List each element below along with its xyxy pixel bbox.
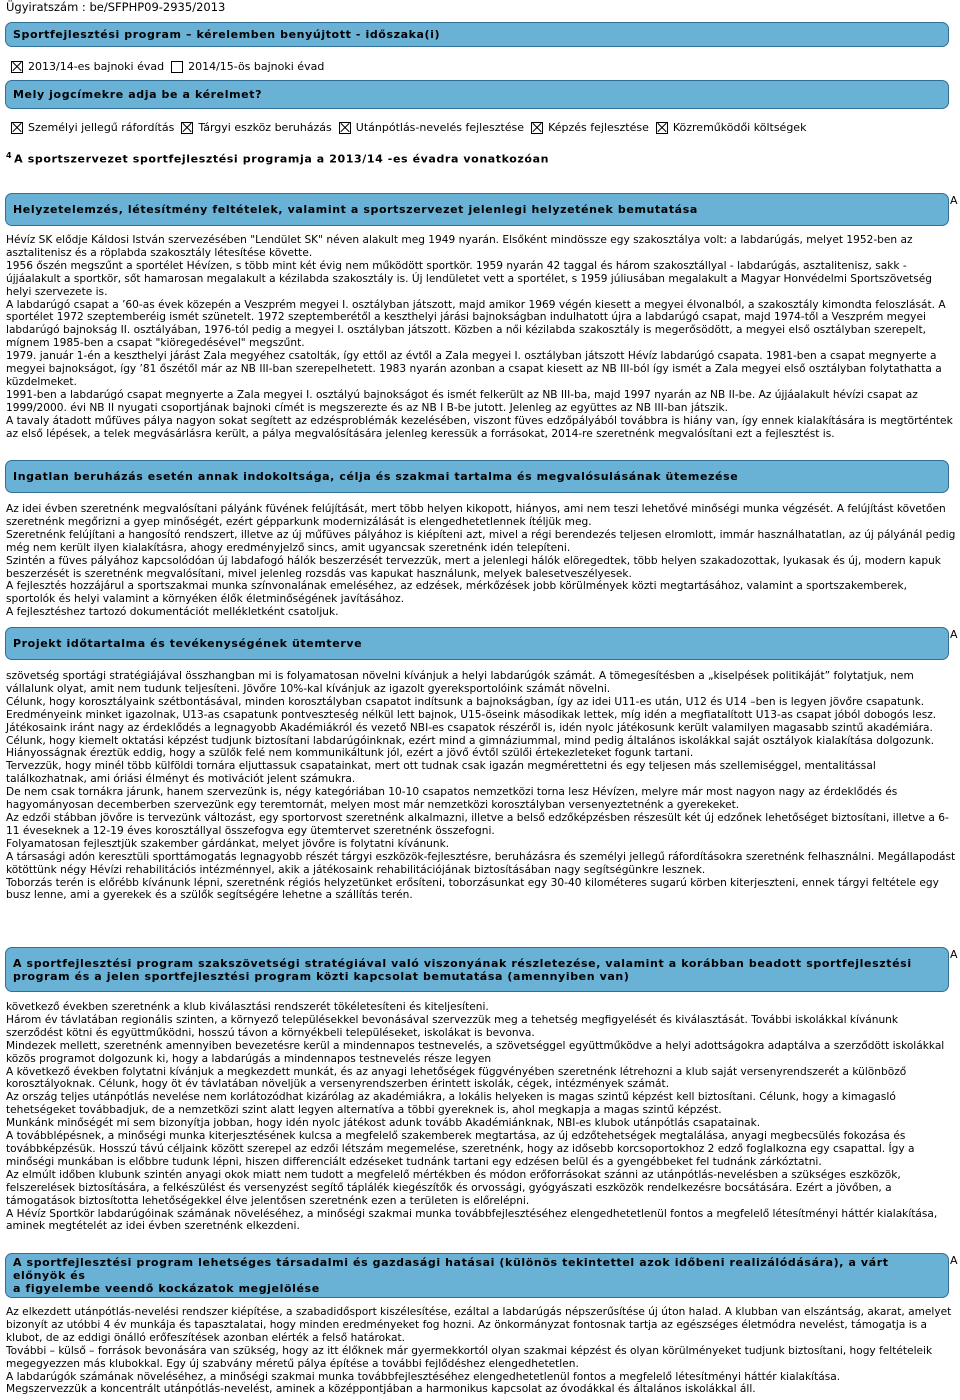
jogcim-section-title: Mely jogcímekre adja be a kérelmet?	[13, 88, 263, 101]
paragraph: Tervezzük, hogy minél több külföldi tornára eljuttassuk csapatainkat, mert ott tudnak csak igazán megmérettetni és egy teljesen más szellemiséggel, mentalitással találkozhatnak, ami óriási élményt és motivációt jelent számukra.	[6, 760, 876, 786]
ingatlan-section-header	[5, 460, 949, 493]
side-mark: A	[950, 948, 958, 961]
jogcim-label-utanpotlas: Utánpótlás-nevelés fejlesztése	[355, 121, 525, 134]
season-label-2014-15: 2014/15-ös bajnoki évad	[188, 60, 325, 73]
projekt-text	[6, 670, 956, 902]
paragraph: A fejlesztéshez tartozó dokumentációt mellékletként csatoljuk.	[6, 606, 339, 619]
jogcim-checkbox-kepzes[interactable]	[531, 122, 543, 134]
paragraph: szövetség sportági stratégiájával összhangban mi is folyamatosan növelni kívánjuk a helyi labdarúgók számát. A tömegesítésben a „kiselpések politikáját” folytatjuk, nem vállalunk olyat, amit nem tudunk teljesíteni. Jövőre 10%-kal kívánjuk az igazolt gyereksportolóink számát növelni.	[6, 670, 914, 695]
paragraph: következő években szeretnénk a klub kiválasztási rendszerét tökéletesíteni és kiteljesíteni.	[6, 1001, 489, 1013]
season-label-2013-14: 2013/14-es bajnoki évad	[28, 60, 165, 73]
jogcim-checkbox-targyi[interactable]	[181, 122, 193, 134]
program-subtitle-text: A sportszervezet sportfejlesztési programja a 2013/14 -es évadra vonatkozóan	[14, 152, 550, 166]
jogcim-checkbox-szemelyi[interactable]	[11, 122, 23, 134]
paragraph: 1979. január 1-én a keszthelyi járást Zala megyéhez csatolták, így ettől az évtől a Zala megyei I. osztályban játszott Hévíz labdarúgó csapata. 1981-ben a csapat megnyerte a megyei bajnokságot, így ’81 őszétől már az NB III-ban szerepelhetett. 1983 nyarán azonban a csapat kiesett az NB III-ból így ismét a Zala megyei első osztályban folytathatta a küzdelmeket.	[6, 350, 942, 388]
paragraph: Eredményeink minket igazolnak, U13-as csapatunk pontveszteség nélkül lett bajnok, U15-öseink másodikak lettek, míg idén a megfiatalított U13-as csapat jóból dobogós lesz. Játékosaink iránt nagy az érdeklődés a legnagyobb Akadémiákról és vezető NBI-es csapatok részéről is, idén nyolc játékosunk került valamilyen magasabb szintű akadémiára.	[6, 708, 937, 734]
ingatlan-section-title: Ingatlan beruházás esetén annak indokoltsága, célja és szakmai tartalma és megvalósulásának ütemezése	[13, 470, 739, 483]
paragraph: Toborzás terén is előrébb kívánunk lépni, szeretnénk régiós helyzetünket erősíteni, toborzásunkat egy 30-40 kilométeres sugarú körben kiterjeszteni, ennek tárgyi feltétele egy busz lenne, ami a gyerekek és a szülők segítségére lehetne a szállítás terén.	[6, 876, 939, 902]
paragraph: A társasági adón keresztüli sporttámogatás legnagyobb részét tárgyi eszközök-fejlesztésre, beruházásra és személyi jellegű ráfordításokra szeretnénk felhasználni. Megállapodást kötöttünk négy Hévízi rehabilitációs intézménnyel, akik a játékosaink rehabilitációjának biztosításában nagy segítségünkre lesznek.	[6, 850, 956, 876]
paragraph: Hiányosságnak éreztük eddig, hogy a szülők felé nem kommunikáltunk jól, ezért a jövő évtől szülői értekezleteket fogunk tartani.	[6, 747, 694, 760]
paragraph: Szintén a füves pályához kapcsolódóan új labdafogó hálók beszerzését tervezzük, mert a jelenlegi hálók elöregedtek, több helyen szakadozottak, lyukasak és új, modern kapuk beszerzését is szeretnénk megvalósítani, mivel jelenleg rozsdás vas kapukat használunk, melyek balesetveszélyesek.	[6, 554, 941, 580]
paragraph: Három év távlatában regionális szinten, a környező településekkel bevonásával szervezzük meg a tehetség megfigyelését és kiválasztását. További iskolákkal kívánunk szerződést kötni és együttműködni, hosszú távon a környékbeli településeket, iskolákat is bevonva.	[6, 1013, 899, 1039]
helyzet-section-header	[5, 193, 949, 226]
program-subtitle	[6, 151, 549, 166]
paragraph: Munkánk minőségét mi sem bizonyítja jobban, hogy idén nyolc játékost adunk tovább Akadémiánknak, NBI-es klubok utánpótlás csapatainak.	[6, 1117, 761, 1130]
paragraph: A következő években folytatni kívánjuk a megkezdett munkát, és az anyagi lehetőségek függvényében szeretnénk létrehozni a klub saját versenyrendszerét a különböző korosztályoknak. Célunk, hogy öt év távlatában növeljük a versenyrendszerben érintett iskolák, cégek, intézmények számát.	[6, 1065, 907, 1091]
jogcim-checkbox-utanpotlas[interactable]	[339, 122, 351, 134]
paragraph: Szeretnénk felújítani a hangosító rendszert, illetve az új műfüves pályához is kiépíteni azt, mivel a régi berendezés teljesen elromlott, immár használhatatlan, az új pályánál pedig még nem került ilyen kialakításra, ahogy eredményjelző sincs, amit ugyancsak szeretnénk idén telepíteni.	[6, 528, 956, 554]
paragraph: A fejlesztés hozzájárul a sportszakmai munka színvonalának emeléséhez, az edzések, mérkőzések jobb körülmények közti megtartásához, valamint a sportszakemberek, sportolók és helyi valamint a környéken élők életminőségének javításához.	[6, 580, 907, 606]
lehetseges-section-header	[5, 1253, 949, 1298]
projekt-section-header	[5, 627, 949, 660]
period-section-header	[5, 22, 949, 47]
paragraph: A labdarúgók számának növeléséhez, a minőségi szakmai munka továbbfejlesztéséhez elengedhetetlenül fontos a megfelelő létesítményi háttér kialakítása.	[6, 1370, 841, 1383]
paragraph: Az elkezdett utánpótlás-nevelési rendszer kiépítése, a szabadidősport kiszélesítése, ezáltal a labdarúgás népszerűsítése új úton halad. A klubban van elszántság, akarat, amelyet bizonyít az utóbbi 4 év munkája és tapasztalatai, hogy minden eredményeket fog hozni. Az önkormányzat fontosnak tartja az egészséges életmódra nevelést, támogatja is a klubot, de az eddigi önálló erőfeszítések azonban elérték a felső határokat.	[6, 1306, 952, 1344]
program-subtitle-number: 4	[6, 151, 13, 160]
paragraph: Az elmúlt időben klubunk szintén anyagi okok miatt nem tudott a megfelelő mértékben és módon erőforrásokat szánni az utánpótlás-nevelésben a szükséges eszközök, felszerelések biztosítására, a felkészülést és versenyzést segítő táplálék kiegészítők és orvossági, gyógyászati eszközök rendelkezésre bocsátására. Ezért a jövőben, a támogatások biztosította lehetőségekkel élve jelentősen szeretnénk ezen a területen is előrelépni.	[6, 1168, 901, 1207]
helyzet-section-title: Helyzetelemzés, létesítmény feltételek, valamint a sportszervezet jelenlegi helyzetének bemutatása	[13, 203, 698, 216]
paragraph: Célunk, hogy kiemelt oktatási képzést tudjunk biztosítani labdarúgóinknak, ezért mind a gimnáziummal, mind pedig általános iskolákkal saját osztályok kialakítása dolgozunk.	[6, 734, 935, 747]
season-row	[11, 60, 324, 73]
paragraph: További – külső – források bevonására van szükség, hogy az itt élőknek már gyermekkortól olyan szakmai képzést és olyan körülményeket tudjunk biztosítani, hogy feltételeik megegyezzen más klubokkal. Egy új szabvány méretű pálya építése a további fejlődéshez elengedhetetlen.	[6, 1344, 933, 1370]
jogcim-checkbox-kozremukodoi[interactable]	[656, 122, 668, 134]
paragraph: 1956 őszén megszűnt a sportélet Hévízen, s több mint két évig nem működött sportkör. 1959 nyarán 42 taggal és három szakosztállyal - labdarúgás, asztalitenisz, sakk - újjáalakult a sportkör, sőt hamarosan megalakult a kézilabda szakosztály is. Új lendületet vett a sportélet, s 1959 júliusában megalakult a Magyar Honvédelmi Sportszövetség helyi szervezete is.	[6, 259, 933, 298]
paragraph: A Hévíz Sportkör labdarúgóinak számának növeléséhez, a minőségi szakmai munka továbbfejlesztéséhez elengedhetetlenül fontos a megfelelő létesítményi háttér kialakítása, aminek megtételét az idei évben szeretnénk elkezdeni.	[6, 1207, 938, 1233]
paragraph: De nem csak tornákra járunk, hanem szervezünk is, négy kategóriában 10-10 csapatos nemzetközi torna lesz Hévízen, melyre már most nagyon nagy az érdeklődés és hagyományosan decemberben szervezünk egy teremtornát, melyen most már nemzetközi korosztályban versenyeztetnénk a gyerekeket.	[6, 786, 898, 812]
lehetseges-text	[6, 1306, 956, 1396]
projekt-section-title: Projekt időtartalma és tevékenységének ütemterve	[13, 637, 363, 650]
paragraph: A tavaly átadott műfüves pálya nagyon sokat segített az edzésproblémák kezelésében, viszont füves edzőpályából továbbra is hiány van, így ennek kialakítására is megtörténtek az első lépések, a telek megvásárlásra került, a pálya megvalósítására jelenleg keressük a forrásokat, 2014-re szeretnénk megvalósítani ezt a fejlesztést is.	[6, 414, 953, 440]
strategia-section-title-line1: A sportfejlesztési program szakszövetségi stratégiával való viszonyának részletezése, valamint a korábban beadott sportfejlesztési	[13, 956, 912, 970]
jogcim-label-kepzes: Képzés fejlesztése	[548, 121, 649, 134]
lehetseges-section-title-line2: a figyelembe veendő kockázatok megjelölése	[13, 1282, 320, 1295]
period-section-title: Sportfejlesztési program – kérelemben benyújtott - időszaka(i)	[13, 28, 441, 41]
paragraph: Hévíz SK elődje Káldosi István szervezésében "Lendület SK" néven alakult meg 1949 nyarán. Elsőként mindössze egy szakosztálya volt: a labdarúgás, melyet 1952-ben az asztalitenisz és a röplabda szakosztály létesítése követte.	[6, 234, 913, 259]
lehetseges-section-title-line1: A sportfejlesztési program lehetséges társadalmi és gazdasági hatásai (különös tekintettel azok időbeni realizálódására), a várt előnyök és	[13, 1256, 889, 1282]
paragraph: A továbblépésnek, a minőségi munka kiterjesztésének kulcsa a megfelelő szakemberek megtartása, az új edzőtehetségek megtalálása, anyagi megbecsülés fokozása és továbbképzésük. Hosszú távú céljaink között szerepel az edzői létszám megemelése, szeretnénk, hogy az idősebb korcsoportokhoz 2 edző foglalkozna egy csapattal. Így a minőségi munkában is előbbre tudunk lépni, hiszen differenciált edzéseket tudnánk tartani egy edzésen belül és a gyengébbeket fel tudnánk zárkóztatni.	[6, 1130, 915, 1168]
jogcim-label-targyi: Tárgyi eszköz beruházás	[198, 121, 332, 134]
jogcim-label-kozremukodoi: Közreműködői költségek	[672, 121, 807, 134]
paragraph: Az ország teljes utánpótlás nevelése nem korlátozódhat kizárólag az akadémiákra, a lokális helyeken is magas szintű képzést kell biztosítani. Célunk, hogy a kimagasló tehetségeket továbbadjuk, de a nemzetközi szint alatt legyen alternatíva a többi gyereknek is, ahol megkapja a magas szintű képzést.	[6, 1091, 896, 1117]
strategia-text	[6, 1001, 956, 1233]
season-checkbox-2013-14[interactable]	[11, 61, 23, 73]
paragraph: 1991-ben a labdarúgó csapat megnyerte a Zala megyei I. osztályú bajnokságot és ismét felkerült az NB III-ba, majd 1997 nyarán az NB II-be. Az újjáalakult hévízi csapat az 1999/2000. évi NB II nyugati csoportjának bajnoki címét is megszerezte és az NB I B-be jutott. Jelenleg az együttes az NB III-ban játszik.	[6, 388, 918, 414]
side-mark: A	[950, 628, 958, 641]
paragraph: Az edzői stábban jövőre is tervezünk változást, egy sportorvost szeretnénk alkalmazni, illetve a belső edzőképzésben részesült két új edzőnek lehetőséget biztosítani, illetve a 6-11 éveseknek a 12-19 éves korosztállyal összefogva egy ütemtervet szeretnénk összefogni.	[6, 811, 949, 837]
side-mark: A	[950, 194, 958, 207]
paragraph: Megszervezzük a koncentrált utánpótlás-nevelést, aminek a középpontjában a harmonikus kapcsolat az óvodákkal és általános iskolákkal áll.	[6, 1383, 756, 1396]
jogcim-label-szemelyi: Személyi jellegű ráfordítás	[28, 121, 175, 134]
jogcim-row	[11, 121, 806, 134]
paragraph: Célunk, hogy korosztályaink szétbontásával, minden korosztályban csapatot indítsunk a bajnokságban, így az idei U11-es után, U12 és U14 –ben is legyen jövőre csapatunk.	[6, 695, 925, 708]
paragraph: Mindezek mellett, szeretnénk amennyiben bevezetésre kerül a mindennapos testnevelés, a szövetséggel együttműködve a helyi adottságokra adaptálva a szerződött iskolákkal közös programot dolgozunk ki, hogy a labdarúgás a mindennapos testnevelés része legyen	[6, 1039, 945, 1065]
ingatlan-text	[6, 503, 956, 619]
strategia-section-title-line2: program és a jelen sportfejlesztési program közti kapcsolat bemutatása (amennyiben van)	[13, 969, 630, 983]
strategia-section-header	[5, 947, 949, 992]
jogcim-section-header	[5, 80, 949, 109]
ugyiratszam: Ügyiratszám : be/SFPHP09-2935/2013	[6, 0, 226, 14]
paragraph: Folyamatosan fejlesztjük szakember gárdánkat, melyet jövőre is folytatni kívánunk.	[6, 837, 450, 850]
paragraph: A labdarúgó csapat a ’60-as évek közepén a Veszprém megyei I. osztályban játszott, majd amikor 1969 végén kiesett a megyei élvonalból, a szakosztály kimondta feloszlását. A sportélet 1972 szeptemberéig ismét szünetelt. 1972 szeptemberétől a keszthelyi járási bajnokságban indulhatott újra a labdarúgó csapat, majd 1974-től a Veszprém megyei labdarúgó bajnokság II. osztályában, 1976-tól pedig a megyei I. osztályban játszott. Közben a női kézilabda szakosztály is megerősödött, a megyei első osztályban szerepelt, mígnem 1985-ben a csapat "kiöregedésével" megszűnt.	[6, 298, 946, 350]
side-mark: A	[950, 1254, 958, 1267]
paragraph: Az idei évben szeretnénk megvalósítani pályánk füvének felújítását, mert több helyen kikopott, hiányos, ami nem teszi lehetővé minőségi munka végzését. A felújítást követően szeretnénk megőrizni a gyep minőségét, ezért gépparkunk modernizálását is elengedhetetlennek ítéljük meg.	[6, 503, 946, 528]
season-checkbox-2014-15[interactable]	[171, 61, 183, 73]
helyzet-text	[6, 234, 956, 441]
